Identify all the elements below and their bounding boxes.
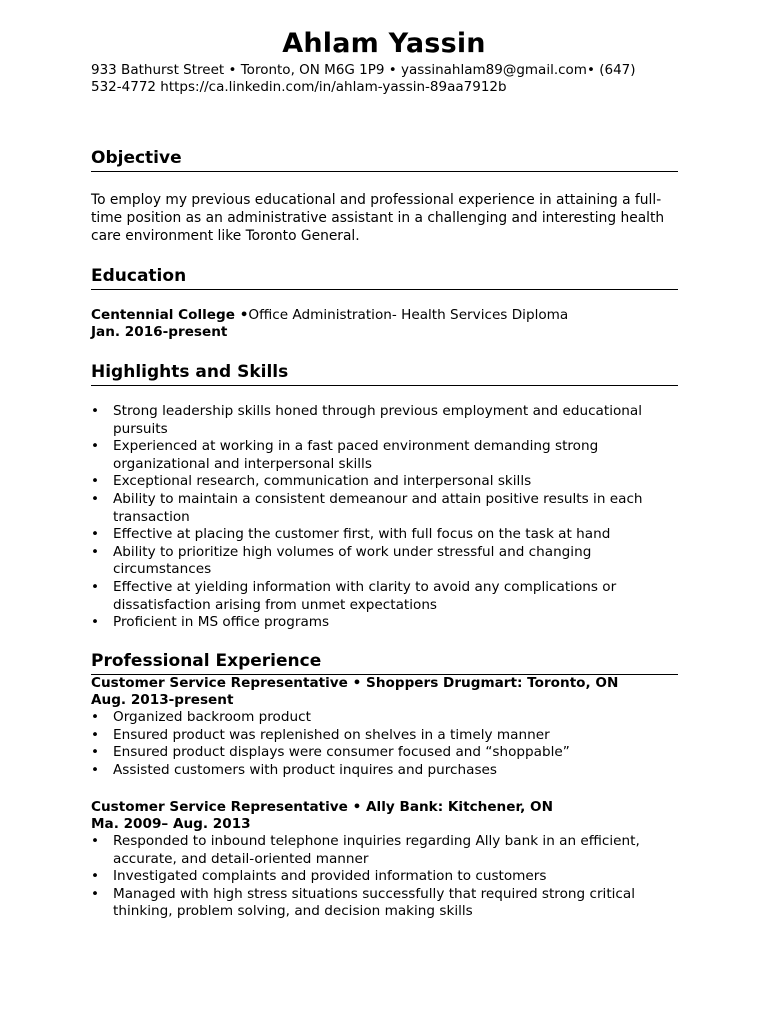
- job-duties-list: [91, 833, 677, 921]
- objective-rule: [91, 171, 678, 172]
- bullet-icon: •: [91, 614, 100, 631]
- list-item: • Proficient in MS office programs: [91, 614, 330, 631]
- list-item: • Exceptional research, communication and interpersonal skills: [91, 473, 532, 490]
- experience-heading: Professional Experience: [91, 651, 322, 671]
- bullet-icon: •: [91, 473, 100, 490]
- list-item: • Ability to prioritize high volumes of work under stressful and changing circumstances: [91, 543, 592, 578]
- bullet-icon: •: [91, 885, 100, 902]
- list-item: • Organized backroom product: [91, 709, 311, 725]
- list-item: • Effective at yielding information with clarity to avoid any complications or dissatisfaction arising from unmet expectations: [91, 578, 617, 613]
- bullet-icon: •: [91, 526, 100, 543]
- objective-heading: Objective: [91, 148, 182, 168]
- job-heading: Customer Service Representative • Shoppers Drugmart: Toronto, ON: [91, 675, 619, 691]
- list-item: • Effective at placing the customer first, with full focus on the task at hand: [91, 526, 611, 543]
- list-item: • Ability to maintain a consistent demeanour and attain positive results in each transaction: [91, 490, 643, 525]
- skills-rule: [91, 385, 678, 386]
- objective-text: To employ my previous educational and professional experience in attaining a full-time position as an administrative assistant in a challenging and interesting health care environment like Toronto General.: [91, 192, 665, 244]
- contact-line-1: 933 Bathurst Street • Toronto, ON M6G 1P9 • yassinahlam89@gmail.com• (647): [91, 62, 636, 78]
- contact-info: [91, 62, 681, 96]
- education-entry: [91, 307, 677, 341]
- bullet-icon: •: [91, 761, 100, 778]
- bullet-icon: •: [91, 726, 100, 743]
- bullet-icon: •: [91, 868, 100, 885]
- education-school-line: [91, 307, 677, 324]
- job-dates: Ma. 2009– Aug. 2013: [91, 816, 251, 832]
- bullet-icon: •: [91, 578, 100, 595]
- list-item: • Ensured product was replenished on shelves in a timely manner: [91, 726, 550, 743]
- bullet-icon: •: [91, 490, 100, 507]
- bullet-icon: •: [91, 438, 100, 455]
- skills-heading: Highlights and Skills: [91, 362, 289, 382]
- bullet-icon: •: [91, 744, 100, 761]
- list-item: • Investigated complaints and provided information to customers: [91, 868, 547, 885]
- bullet-icon: •: [91, 709, 100, 725]
- job-dates: Aug. 2013-present: [91, 692, 234, 708]
- list-item: • Responded to inbound telephone inquiries regarding Ally bank in an efficient, accurate, and detail-oriented manner: [91, 833, 640, 867]
- list-item: • Ensured product displays were consumer focused and “shoppable”: [91, 744, 570, 761]
- bullet-icon: •: [91, 403, 100, 419]
- list-item: • Experienced at working in a fast paced environment demanding strong organizational and interpersonal skills: [91, 438, 599, 472]
- bullet-icon: •: [91, 543, 100, 560]
- bullet-icon: •: [91, 833, 100, 849]
- list-item: • Assisted customers with product inquires and purchases: [91, 761, 497, 778]
- list-item: • Strong leadership skills honed through previous employment and educational pursuits: [91, 403, 643, 437]
- list-item: • Managed with high stress situations successfully that required strong critical thinking, problem solving, and decision making skills: [91, 885, 636, 920]
- education-school: Centennial College •: [91, 307, 249, 323]
- education-program: Office Administration- Health Services Diploma: [248, 307, 569, 323]
- job-duties-list: [91, 709, 677, 779]
- education-dates: Jan. 2016-present: [91, 324, 228, 340]
- education-rule: [91, 289, 678, 290]
- education-heading: Education: [91, 266, 187, 286]
- candidate-name: Ahlam Yassin: [282, 28, 486, 59]
- skills-list: [91, 403, 677, 632]
- contact-line-2: 532-4772 https://ca.linkedin.com/in/ahlam-yassin-89aa7912b: [91, 79, 507, 95]
- job-heading: Customer Service Representative • Ally Bank: Kitchener, ON: [91, 799, 553, 815]
